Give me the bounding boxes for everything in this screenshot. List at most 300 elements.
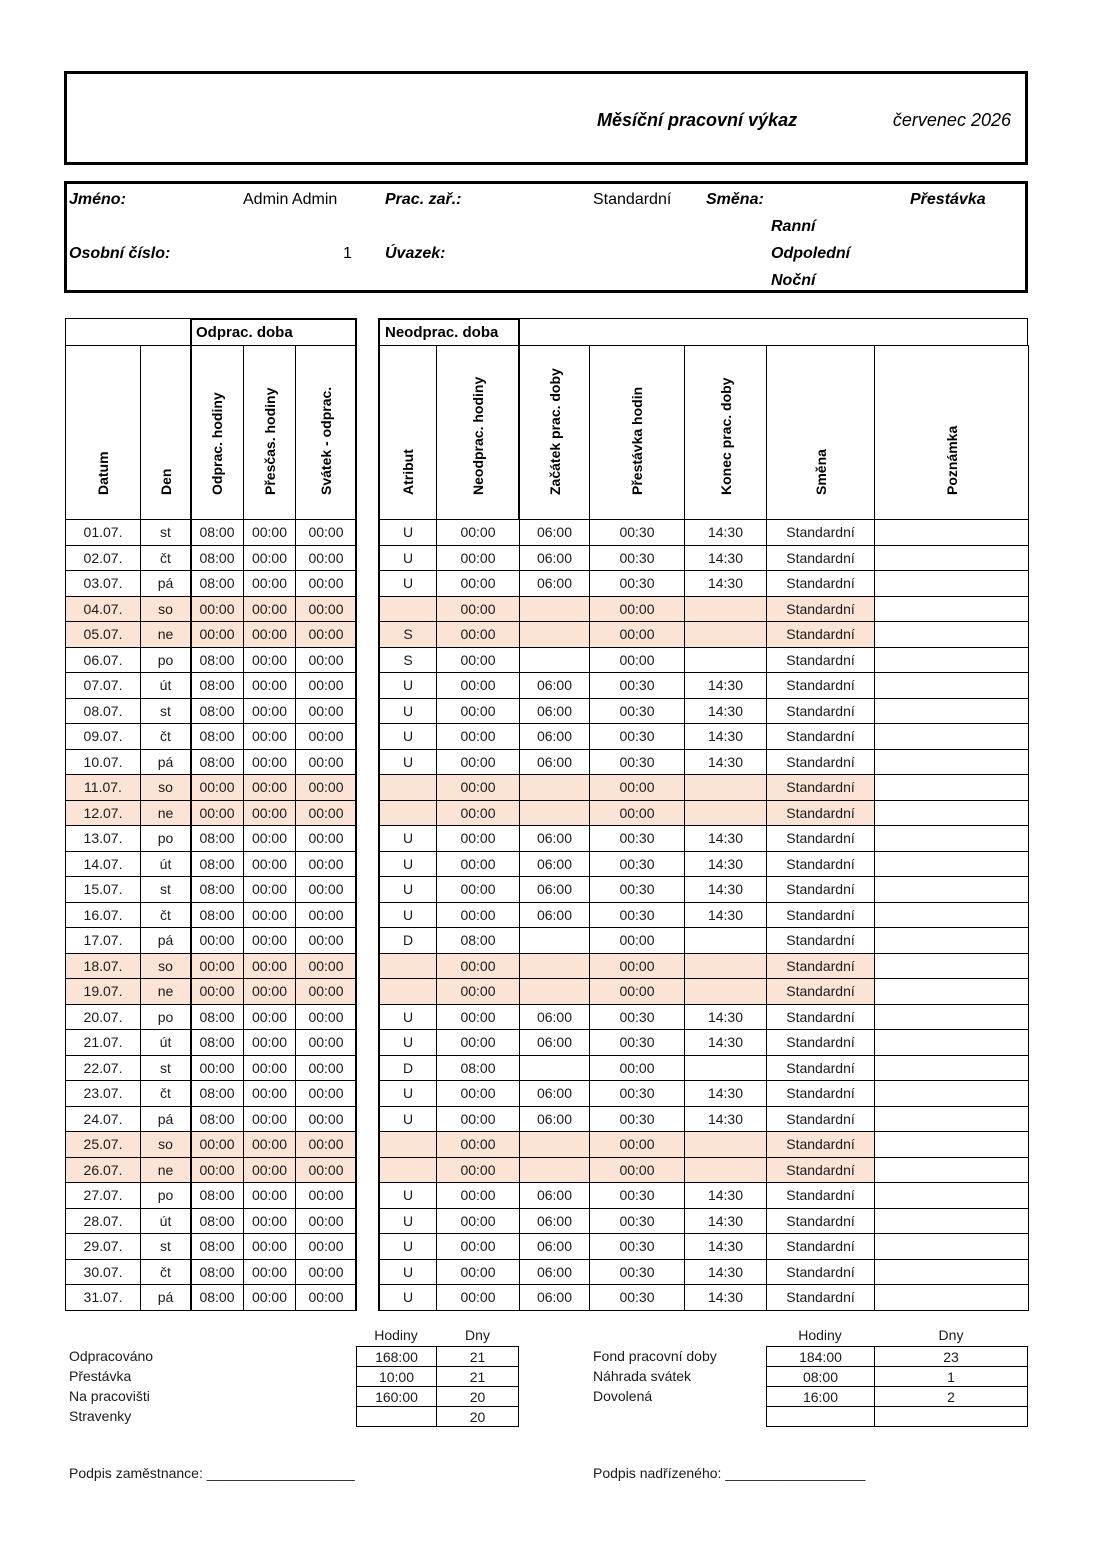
summary-left-label: Přestávka [69,1368,132,1384]
summary-left-hours [356,1406,437,1427]
cell-break-hours: 00:00 [589,978,685,1005]
cell-note [874,876,1029,903]
cell-break-hours: 00:30 [589,825,685,852]
cell-holiday-worked: 00:00 [295,876,357,903]
cell-unworked-hours: 00:00 [436,825,520,852]
cell-date: 14.07. [65,851,141,878]
cell-work-end: 14:30 [684,519,767,546]
cell-work-start [519,647,590,674]
cell-work-start [519,978,590,1005]
group-border-5 [378,318,520,320]
cell-unworked-hours: 00:00 [436,1284,520,1311]
cell-shift: Standardní [766,519,875,546]
summary-right-hours: 184:00 [766,1346,875,1367]
cell-attribute: U [379,698,437,725]
cell-unworked-hours: 00:00 [436,1182,520,1209]
left-hours-header: Hodiny [374,1327,418,1343]
cell-work-start: 06:00 [519,876,590,903]
cell-shift: Standardní [766,1131,875,1158]
cell-day: ne [140,621,191,648]
cell-day: ne [140,978,191,1005]
cell-holiday-worked: 00:00 [295,621,357,648]
cell-holiday-worked: 00:00 [295,851,357,878]
cell-holiday-worked: 00:00 [295,800,357,827]
cell-worked-hours: 08:00 [190,647,244,674]
cell-work-end [684,596,767,623]
cell-overtime-hours: 00:00 [243,1233,296,1260]
cell-shift: Standardní [766,876,875,903]
cell-date: 13.07. [65,825,141,852]
cell-worked-hours: 08:00 [190,672,244,699]
cell-work-end: 14:30 [684,1080,767,1107]
cell-work-start [519,1131,590,1158]
cell-unworked-hours: 00:00 [436,1208,520,1235]
cell-overtime-hours: 00:00 [243,978,296,1005]
group-border-0 [190,318,192,1311]
cell-overtime-hours: 00:00 [243,774,296,801]
column-header-break-hours [589,345,685,520]
cell-day: st [140,876,191,903]
supervisor-signature-line: Podpis nadřízeného: __________________ [593,1465,866,1481]
cell-break-hours: 00:30 [589,1284,685,1311]
cell-overtime-hours: 00:00 [243,851,296,878]
cell-day: ne [140,800,191,827]
cell-date: 15.07. [65,876,141,903]
cell-date: 02.07. [65,545,141,572]
column-header-label: Odprac. hodiny [209,392,225,495]
summary-right-days: 2 [874,1386,1028,1407]
cell-holiday-worked: 00:00 [295,519,357,546]
cell-overtime-hours: 00:00 [243,1131,296,1158]
cell-date: 09.07. [65,723,141,750]
cell-day: so [140,596,191,623]
cell-attribute: S [379,621,437,648]
cell-work-start: 06:00 [519,672,590,699]
cell-work-end: 14:30 [684,1106,767,1133]
cell-date: 28.07. [65,1208,141,1235]
cell-worked-hours: 08:00 [190,1284,244,1311]
cell-attribute: D [379,1055,437,1082]
cell-overtime-hours: 00:00 [243,1080,296,1107]
cell-attribute: U [379,851,437,878]
cell-date: 07.07. [65,672,141,699]
summary-left-label: Stravenky [69,1408,132,1424]
cell-date: 22.07. [65,1055,141,1082]
report-title: Měsíční pracovní výkaz [597,110,798,130]
cell-unworked-hours: 00:00 [436,1004,520,1031]
cell-date: 01.07. [65,519,141,546]
cell-date: 18.07. [65,953,141,980]
left-days-header: Dny [465,1327,490,1343]
cell-day: čt [140,723,191,750]
cell-holiday-worked: 00:00 [295,672,357,699]
cell-break-hours: 00:30 [589,902,685,929]
shift-afternoon: Odpolední [771,245,851,262]
cell-holiday-worked: 00:00 [295,927,357,954]
cell-break-hours: 00:30 [589,1106,685,1133]
cell-note [874,570,1029,597]
cell-shift: Standardní [766,1106,875,1133]
shift-label: Směna: [706,191,764,208]
cell-shift: Standardní [766,1157,875,1184]
cell-work-end: 14:30 [684,1004,767,1031]
cell-work-start: 06:00 [519,1004,590,1031]
cell-date: 04.07. [65,596,141,623]
cell-attribute [379,1157,437,1184]
cell-date: 29.07. [65,1233,141,1260]
cell-attribute: U [379,672,437,699]
cell-attribute: S [379,647,437,674]
column-header-day [140,345,191,520]
cell-date: 06.07. [65,647,141,674]
cell-worked-hours: 00:00 [190,1055,244,1082]
cell-work-end [684,978,767,1005]
cell-day: st [140,519,191,546]
cell-shift: Standardní [766,1182,875,1209]
cell-note [874,902,1029,929]
group-border-4 [518,318,520,519]
cell-unworked-hours: 00:00 [436,621,520,648]
cell-overtime-hours: 00:00 [243,1157,296,1184]
cell-work-start: 06:00 [519,1106,590,1133]
column-header-label: Směna [812,449,829,495]
cell-holiday-worked: 00:00 [295,1029,357,1056]
cell-break-hours: 00:00 [589,927,685,954]
cell-holiday-worked: 00:00 [295,1208,357,1235]
cell-worked-hours: 08:00 [190,825,244,852]
cell-worked-hours: 00:00 [190,1131,244,1158]
cell-attribute: U [379,723,437,750]
cell-note [874,698,1029,725]
summary-left-days: 20 [436,1406,519,1427]
cell-day: čt [140,545,191,572]
cell-worked-hours: 08:00 [190,749,244,776]
summary-right-hours [766,1406,875,1427]
cell-work-end: 14:30 [684,749,767,776]
column-header-label: Přesčas. hodiny [261,387,278,495]
cell-worked-hours: 08:00 [190,902,244,929]
cell-shift: Standardní [766,1284,875,1311]
column-header-label: Datum [95,451,111,495]
cell-worked-hours: 00:00 [190,774,244,801]
column-header-label: Svátek - odprac. [318,386,334,495]
cell-work-start [519,1157,590,1184]
cell-note [874,545,1029,572]
cell-overtime-hours: 00:00 [243,672,296,699]
cell-overtime-hours: 00:00 [243,698,296,725]
cell-unworked-hours: 00:00 [436,774,520,801]
cell-holiday-worked: 00:00 [295,1131,357,1158]
cell-holiday-worked: 00:00 [295,723,357,750]
summary-left-label: Odpracováno [69,1348,154,1364]
cell-work-end: 14:30 [684,545,767,572]
cell-work-start: 06:00 [519,1080,590,1107]
cell-work-end [684,774,767,801]
cell-worked-hours: 08:00 [190,1080,244,1107]
cell-break-hours: 00:30 [589,1233,685,1260]
cell-break-hours: 00:30 [589,876,685,903]
cell-holiday-worked: 00:00 [295,902,357,929]
cell-break-hours: 00:00 [589,1055,685,1082]
cell-day: so [140,953,191,980]
cell-note [874,1157,1029,1184]
cell-unworked-hours: 08:00 [436,927,520,954]
cell-attribute [379,774,437,801]
cell-work-start: 06:00 [519,902,590,929]
cell-attribute: U [379,902,437,929]
cell-break-hours: 00:00 [589,596,685,623]
summary-left-label: Na pracovišti [69,1388,150,1404]
cell-overtime-hours: 00:00 [243,1055,296,1082]
cell-work-end [684,953,767,980]
cell-note [874,1029,1029,1056]
cell-work-start: 06:00 [519,545,590,572]
cell-unworked-hours: 00:00 [436,1029,520,1056]
cell-shift: Standardní [766,749,875,776]
cell-day: po [140,825,191,852]
cell-shift: Standardní [766,774,875,801]
cell-attribute [379,596,437,623]
cell-break-hours: 00:00 [589,647,685,674]
cell-unworked-hours: 00:00 [436,545,520,572]
cell-worked-hours: 00:00 [190,800,244,827]
cell-day: pá [140,1284,191,1311]
cell-work-start: 06:00 [519,1029,590,1056]
group-header-rest [519,318,1028,346]
cell-shift: Standardní [766,1259,875,1286]
cell-day: st [140,1055,191,1082]
cell-break-hours: 00:30 [589,519,685,546]
column-header-holiday-worked [295,345,357,520]
cell-date: 25.07. [65,1131,141,1158]
cell-note [874,647,1029,674]
summary-left-days: 21 [436,1366,519,1387]
cell-work-end [684,1055,767,1082]
cell-note [874,1004,1029,1031]
cell-work-end: 14:30 [684,1182,767,1209]
cell-overtime-hours: 00:00 [243,1284,296,1311]
cell-overtime-hours: 00:00 [243,825,296,852]
cell-day: so [140,1131,191,1158]
column-header-work-end [684,345,767,520]
cell-work-start: 06:00 [519,1208,590,1235]
cell-note [874,1233,1029,1260]
cell-work-start: 06:00 [519,1259,590,1286]
cell-attribute: U [379,1233,437,1260]
right-days-header: Dny [938,1327,964,1343]
cell-unworked-hours: 00:00 [436,519,520,546]
cell-day: út [140,672,191,699]
cell-work-end: 14:30 [684,1259,767,1286]
cell-note [874,749,1029,776]
cell-day: po [140,647,191,674]
cell-note [874,825,1029,852]
cell-attribute: U [379,1208,437,1235]
column-header-label: Den [157,468,174,495]
cell-holiday-worked: 00:00 [295,774,357,801]
cell-attribute: D [379,927,437,954]
cell-shift: Standardní [766,978,875,1005]
cell-worked-hours: 08:00 [190,1259,244,1286]
summary-left-days: 20 [436,1386,519,1407]
cell-worked-hours: 00:00 [190,978,244,1005]
cell-attribute: U [379,1259,437,1286]
summary-left-hours: 160:00 [356,1386,437,1407]
column-header-overtime-hours [243,345,296,520]
cell-note [874,953,1029,980]
cell-holiday-worked: 00:00 [295,1157,357,1184]
cell-date: 17.07. [65,927,141,954]
cell-date: 10.07. [65,749,141,776]
cell-shift: Standardní [766,545,875,572]
cell-attribute [379,1131,437,1158]
cell-break-hours: 00:30 [589,1029,685,1056]
cell-attribute: U [379,545,437,572]
cell-note [874,723,1029,750]
cell-holiday-worked: 00:00 [295,1259,357,1286]
cell-work-start: 06:00 [519,1182,590,1209]
cell-overtime-hours: 00:00 [243,876,296,903]
cell-holiday-worked: 00:00 [295,1004,357,1031]
cell-shift: Standardní [766,1233,875,1260]
cell-break-hours: 00:30 [589,1208,685,1235]
cell-attribute [379,953,437,980]
cell-holiday-worked: 00:00 [295,825,357,852]
group-header-blank [65,318,191,346]
cell-work-start: 06:00 [519,698,590,725]
cell-note [874,1080,1029,1107]
cell-shift: Standardní [766,1208,875,1235]
cell-shift: Standardní [766,723,875,750]
group-header-unworked: Neodprac. doba [379,318,519,346]
cell-work-end: 14:30 [684,851,767,878]
column-header-worked-hours [190,345,244,520]
cell-holiday-worked: 00:00 [295,570,357,597]
cell-worked-hours: 08:00 [190,570,244,597]
cell-worked-hours: 08:00 [190,1208,244,1235]
cell-day: út [140,851,191,878]
cell-day: pá [140,927,191,954]
cell-shift: Standardní [766,596,875,623]
cell-attribute: U [379,570,437,597]
cell-unworked-hours: 00:00 [436,851,520,878]
cell-note [874,1131,1029,1158]
cell-day: st [140,698,191,725]
cell-attribute: U [379,876,437,903]
cell-worked-hours: 08:00 [190,1106,244,1133]
cell-work-start: 06:00 [519,749,590,776]
cell-day: po [140,1182,191,1209]
summary-right-days: 23 [874,1346,1028,1367]
cell-date: 30.07. [65,1259,141,1286]
cell-date: 05.07. [65,621,141,648]
cell-day: st [140,1233,191,1260]
cell-date: 26.07. [65,1157,141,1184]
cell-note [874,672,1029,699]
cell-date: 21.07. [65,1029,141,1056]
cell-worked-hours: 08:00 [190,876,244,903]
cell-overtime-hours: 00:00 [243,953,296,980]
cell-unworked-hours: 00:00 [436,647,520,674]
cell-shift: Standardní [766,647,875,674]
cell-attribute: U [379,1284,437,1311]
cell-work-start: 06:00 [519,570,590,597]
cell-worked-hours: 00:00 [190,621,244,648]
shift-morning: Ranní [771,218,816,235]
cell-overtime-hours: 00:00 [243,1106,296,1133]
employee-signature-line: Podpis zaměstnance: ___________________ [69,1465,355,1481]
cell-holiday-worked: 00:00 [295,1055,357,1082]
cell-note [874,927,1029,954]
cell-date: 08.07. [65,698,141,725]
cell-unworked-hours: 00:00 [436,800,520,827]
cell-attribute: U [379,1080,437,1107]
cell-unworked-hours: 00:00 [436,1259,520,1286]
cell-work-start: 06:00 [519,1284,590,1311]
group-header-worked: Odprac. doba [190,318,356,346]
cell-work-start: 06:00 [519,519,590,546]
summary-right-hours: 16:00 [766,1386,875,1407]
column-header-note [874,345,1029,520]
cell-break-hours: 00:30 [589,545,685,572]
cell-work-end: 14:30 [684,1208,767,1235]
cell-note [874,596,1029,623]
cell-worked-hours: 08:00 [190,1233,244,1260]
column-header-date [65,345,141,520]
cell-day: po [140,1004,191,1031]
name-value: Admin Admin [243,191,338,208]
cell-work-end [684,1131,767,1158]
cell-work-end: 14:30 [684,570,767,597]
column-header-label: Konec prac. doby [717,377,734,495]
cell-unworked-hours: 00:00 [436,1080,520,1107]
device-label: Prac. zař.: [385,191,462,208]
summary-right-label: Náhrada svátek [593,1368,692,1384]
cell-day: čt [140,1259,191,1286]
cell-date: 03.07. [65,570,141,597]
column-header-label: Začátek prac. doby [546,368,563,495]
cell-attribute [379,800,437,827]
cell-attribute: U [379,825,437,852]
cell-work-start: 06:00 [519,851,590,878]
cell-overtime-hours: 00:00 [243,519,296,546]
cell-shift: Standardní [766,825,875,852]
cell-break-hours: 00:00 [589,800,685,827]
cell-break-hours: 00:30 [589,1182,685,1209]
cell-work-start [519,953,590,980]
cell-day: pá [140,570,191,597]
cell-worked-hours: 08:00 [190,698,244,725]
cell-overtime-hours: 00:00 [243,902,296,929]
cell-work-end: 14:30 [684,825,767,852]
column-header-label: Neodprac. hodiny [470,376,486,495]
summary-left-days: 21 [436,1346,519,1367]
cell-holiday-worked: 00:00 [295,1182,357,1209]
cell-shift: Standardní [766,621,875,648]
cell-day: út [140,1208,191,1235]
cell-holiday-worked: 00:00 [295,1080,357,1107]
summary-right-label: Fond pracovní doby [593,1348,717,1364]
cell-date: 12.07. [65,800,141,827]
cell-worked-hours: 00:00 [190,1157,244,1184]
shift-night: Noční [771,272,816,289]
cell-overtime-hours: 00:00 [243,647,296,674]
cell-overtime-hours: 00:00 [243,749,296,776]
right-hours-header: Hodiny [798,1327,842,1343]
cell-day: pá [140,1106,191,1133]
cell-work-end: 14:30 [684,876,767,903]
cell-holiday-worked: 00:00 [295,953,357,980]
